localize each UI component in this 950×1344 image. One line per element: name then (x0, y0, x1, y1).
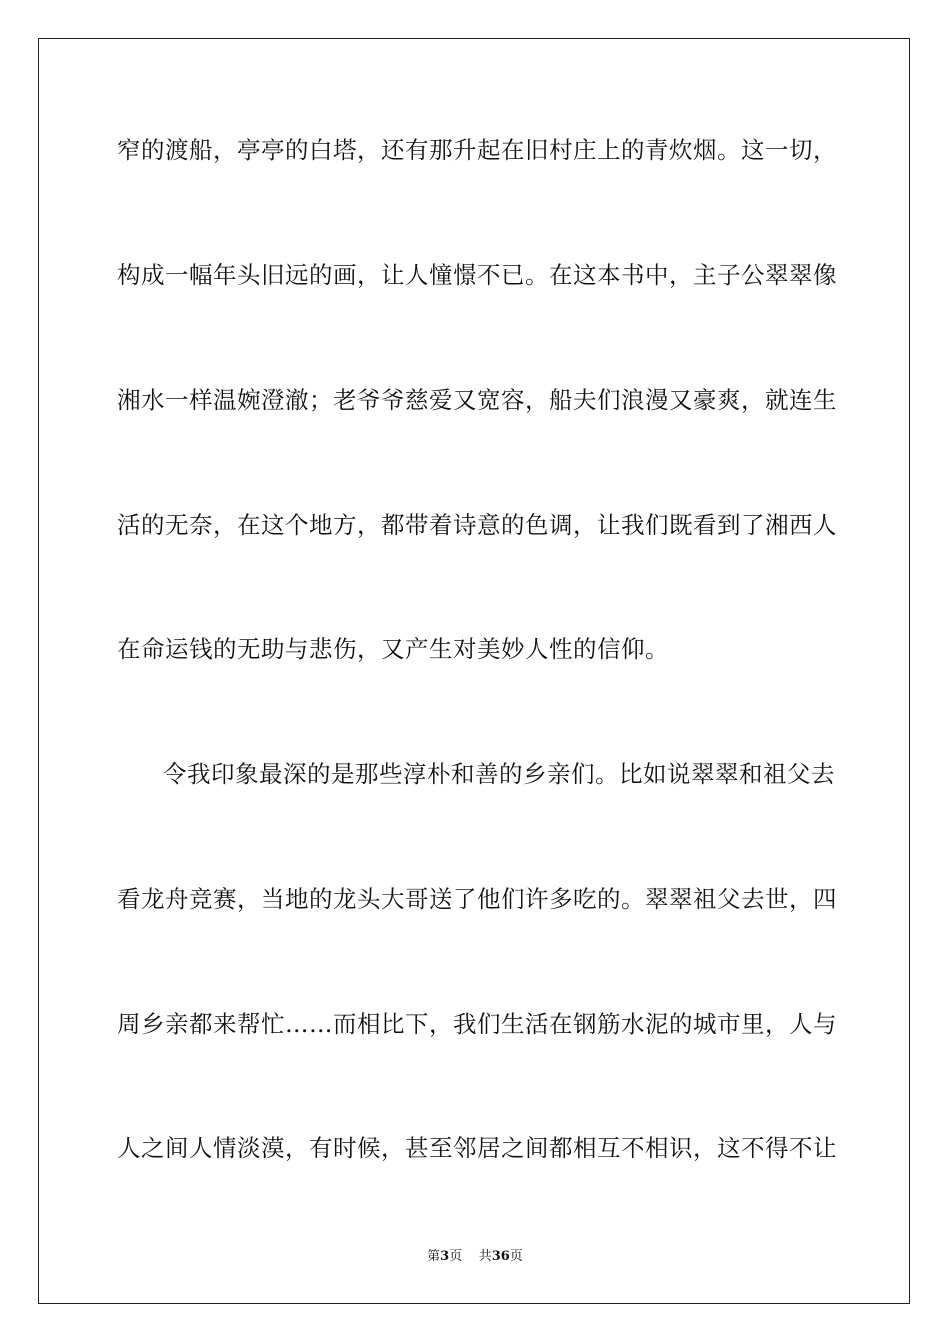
text-line-6-paragraph-start: 令我印象最深的是那些淳朴和善的乡亲们。比如说翠翠和祖父去 (163, 760, 835, 788)
page-border (38, 38, 910, 1304)
total-prefix: 共 (478, 1249, 492, 1264)
page-number: 3 (440, 1249, 450, 1264)
total-pages: 36 (491, 1249, 510, 1264)
text-line-4: 活的无奈，在这个地方，都带着诗意的色调，让我们既看到了湘西人 (117, 511, 837, 539)
text-line-9: 人之间人情淡漠，有时候，甚至邻居之间都相互不相识，这不得不让 (117, 1134, 837, 1162)
text-line-3: 湘水一样温婉澄澈；老爷爷慈爱又宽容，船夫们浪漫又豪爽，就连生 (117, 386, 837, 414)
page-prefix: 第 (427, 1249, 441, 1264)
text-line-5: 在命运钱的无助与悲伤，又产生对美妙人性的信仰。 (117, 635, 669, 663)
page-suffix: 页 (449, 1249, 463, 1264)
text-line-2: 构成一幅年头旧远的画，让人憧憬不已。在这本书中，主子公翠翠像 (117, 261, 837, 289)
page-footer (0, 1248, 950, 1266)
text-line-1: 窄的渡船，亭亭的白塔，还有那升起在旧村庄上的青炊烟。这一切， (117, 136, 837, 164)
total-suffix: 页 (509, 1249, 523, 1264)
text-line-7: 看龙舟竞赛，当地的龙头大哥送了他们许多吃的。翠翠祖父去世，四 (117, 885, 837, 913)
text-line-8: 周乡亲都来帮忙……而相比下，我们生活在钢筋水泥的城市里，人与 (117, 1010, 837, 1038)
